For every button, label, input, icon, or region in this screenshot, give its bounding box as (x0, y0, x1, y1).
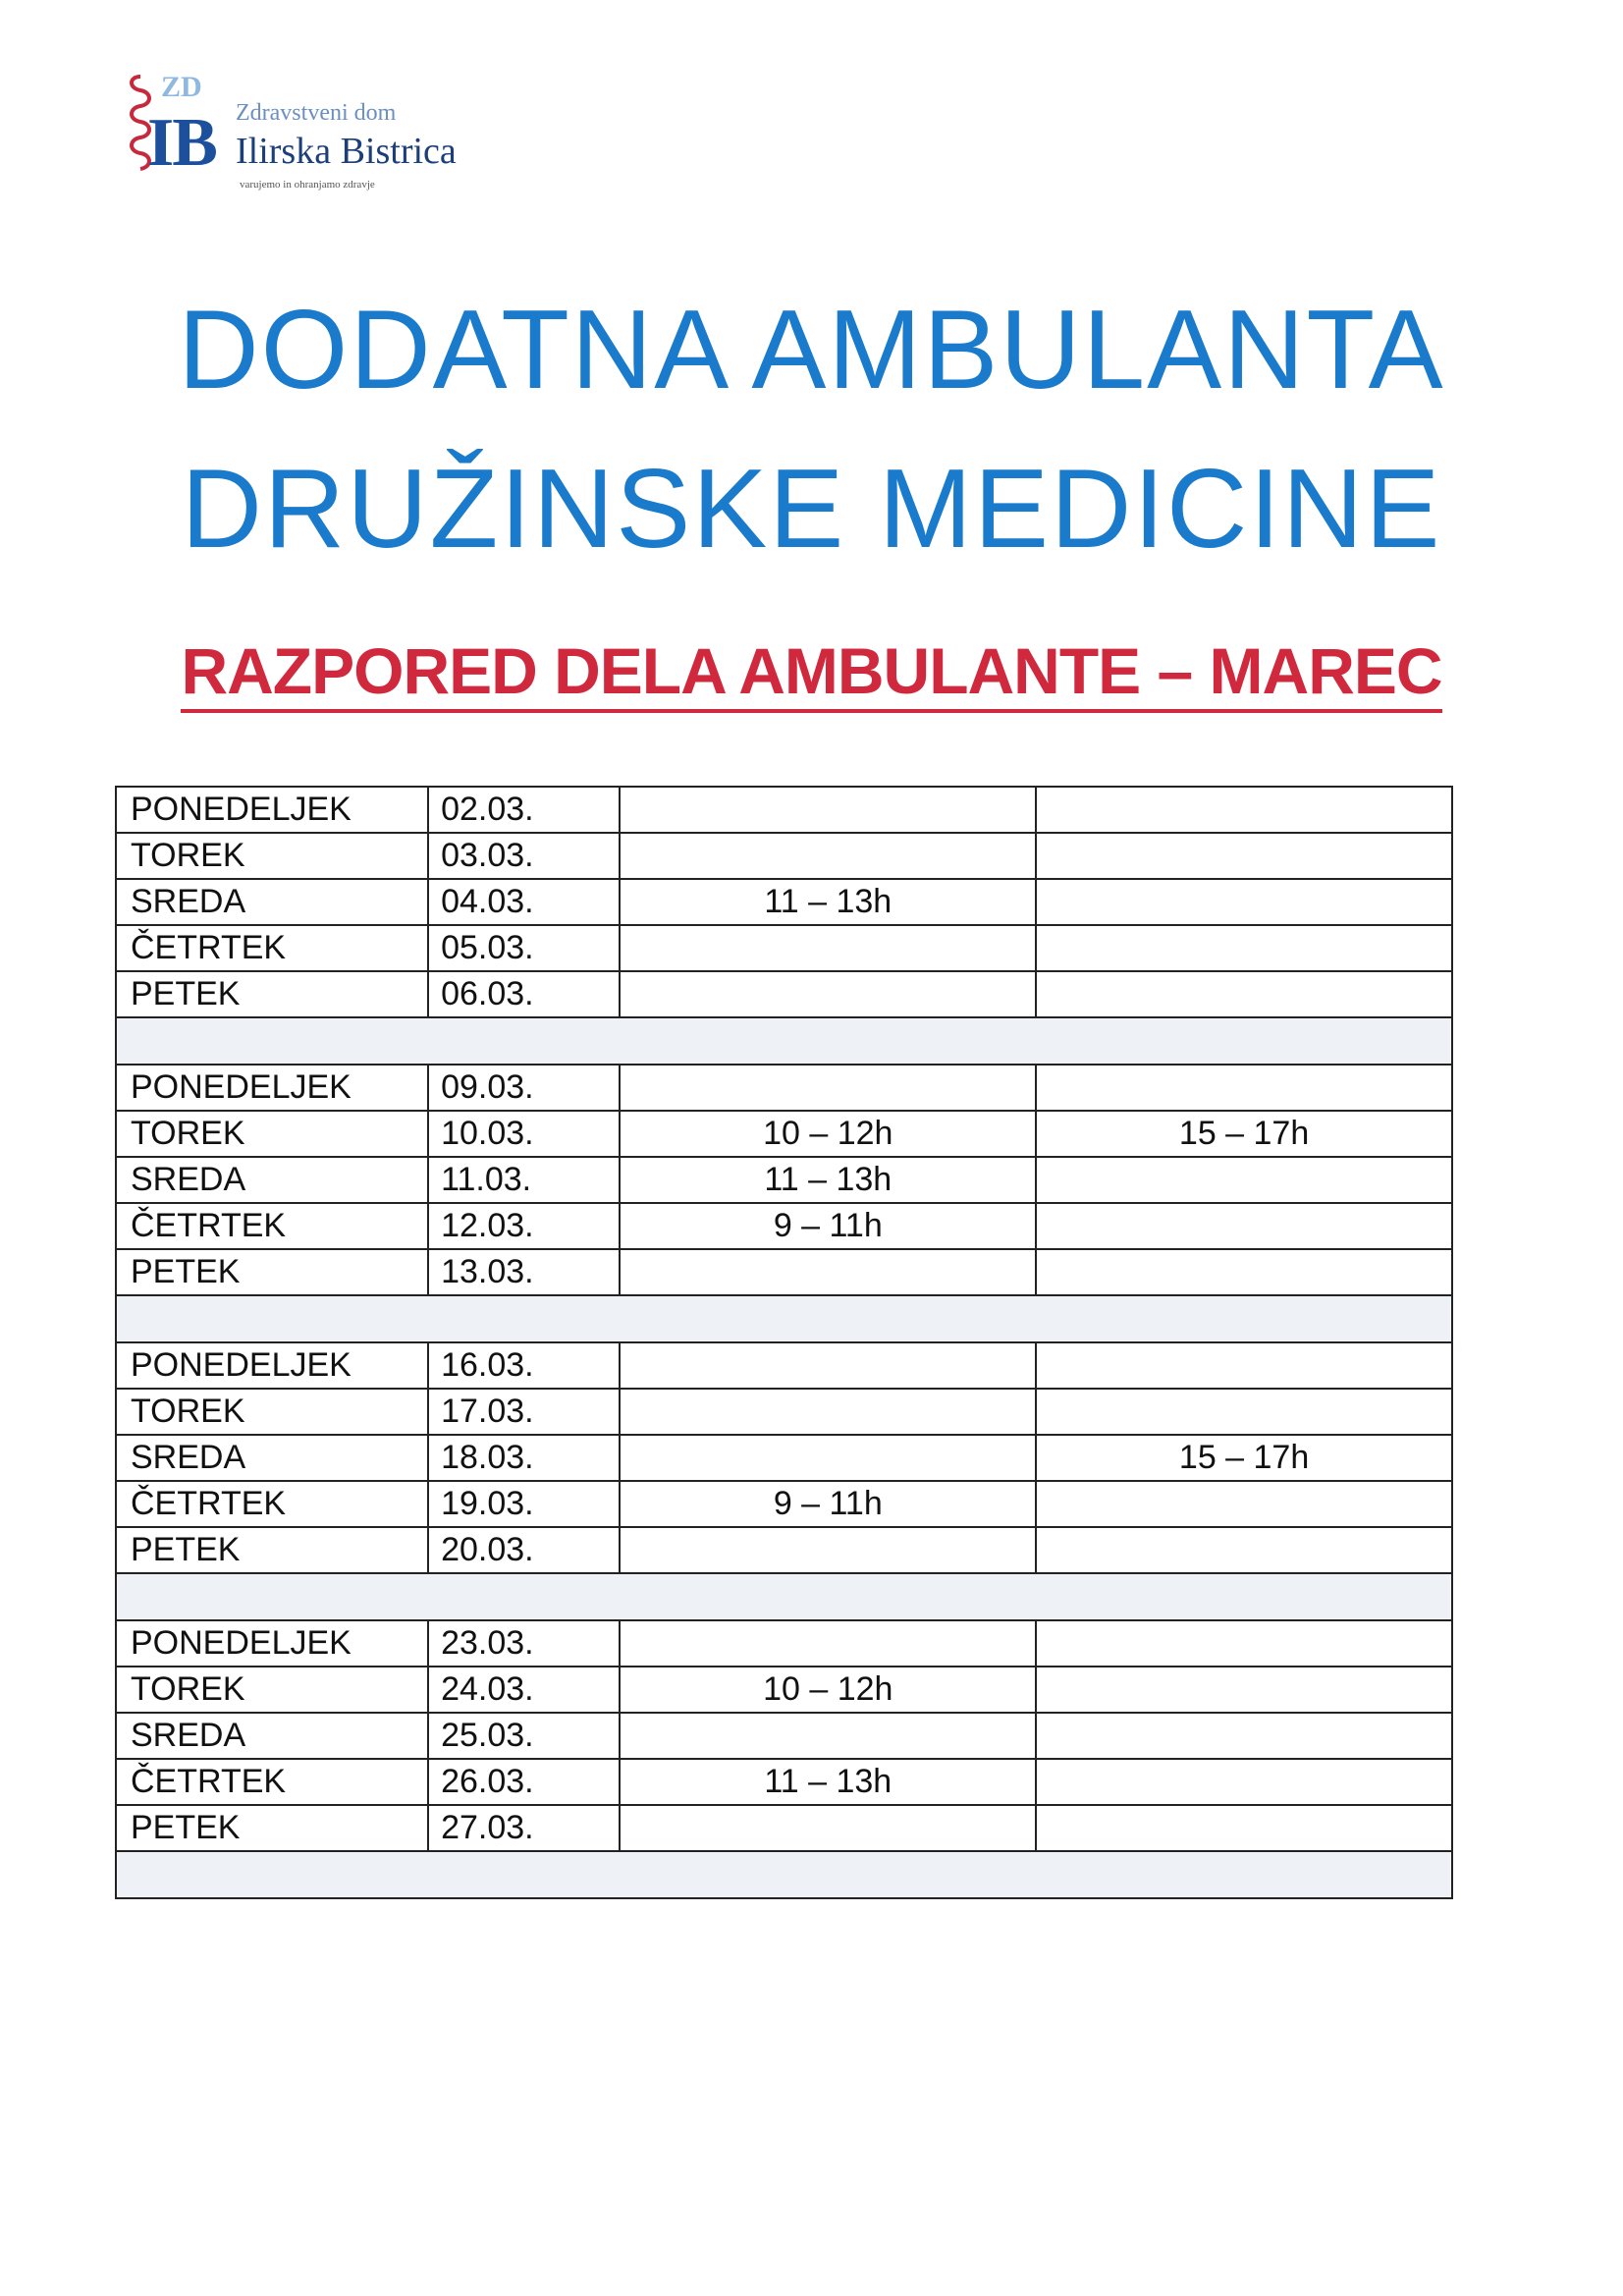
day-cell: PETEK (116, 1249, 428, 1295)
day-cell: ČETRTEK (116, 925, 428, 971)
logo-zd: ZD (161, 71, 202, 103)
table-row (116, 1249, 1452, 1295)
logo-ib: IB (147, 105, 216, 181)
week-separator (116, 1573, 1452, 1620)
day-cell: SREDA (116, 1435, 428, 1481)
time-slot-1 (620, 925, 1036, 971)
time-slot-2 (1036, 1481, 1452, 1527)
time-slot-2 (1036, 1249, 1452, 1295)
logo-line2: Ilirska Bistrica (236, 131, 457, 172)
day-cell: PETEK (116, 1805, 428, 1851)
date-cell: 11.03. (428, 1157, 620, 1203)
day-cell: ČETRTEK (116, 1203, 428, 1249)
time-slot-2: 15 – 17h (1036, 1111, 1452, 1157)
time-slot-1 (620, 1065, 1036, 1111)
time-slot-1: 11 – 13h (620, 1759, 1036, 1805)
day-cell: PONEDELJEK (116, 1620, 428, 1667)
week-separator (116, 1851, 1452, 1898)
time-slot-1 (620, 833, 1036, 879)
table-row (116, 1435, 1452, 1481)
time-slot-1: 10 – 12h (620, 1111, 1036, 1157)
time-slot-2 (1036, 787, 1452, 833)
day-cell: TOREK (116, 1389, 428, 1435)
day-cell: ČETRTEK (116, 1759, 428, 1805)
day-cell: PONEDELJEK (116, 787, 428, 833)
date-cell: 25.03. (428, 1713, 620, 1759)
time-slot-1 (620, 1435, 1036, 1481)
time-slot-2 (1036, 1203, 1452, 1249)
date-cell: 02.03. (428, 787, 620, 833)
time-slot-1 (620, 1713, 1036, 1759)
day-cell: SREDA (116, 1713, 428, 1759)
time-slot-2 (1036, 1527, 1452, 1573)
day-cell: TOREK (116, 833, 428, 879)
week-separator (116, 1017, 1452, 1065)
table-row (116, 925, 1452, 971)
week-separator (116, 1295, 1452, 1342)
time-slot-1 (620, 1527, 1036, 1573)
separator-cell (116, 1295, 1452, 1342)
page-title-line1: DODATNA AMBULANTA (178, 288, 1445, 412)
time-slot-2 (1036, 879, 1452, 925)
time-slot-1 (620, 1342, 1036, 1389)
logo-tagline: varujemo in ohranjamo zdravje (240, 179, 375, 191)
day-cell: TOREK (116, 1667, 428, 1713)
logo (126, 71, 518, 198)
time-slot-2 (1036, 1065, 1452, 1111)
time-slot-2 (1036, 925, 1452, 971)
date-cell: 17.03. (428, 1389, 620, 1435)
day-cell: TOREK (116, 1111, 428, 1157)
table-row (116, 1759, 1452, 1805)
time-slot-1: 10 – 12h (620, 1667, 1036, 1713)
subtitle-text: RAZPORED DELA AMBULANTE – MAREC (181, 634, 1441, 713)
time-slot-1: 11 – 13h (620, 879, 1036, 925)
date-cell: 26.03. (428, 1759, 620, 1805)
separator-cell (116, 1851, 1452, 1898)
separator-cell (116, 1017, 1452, 1065)
table-row (116, 1805, 1452, 1851)
table-row (116, 1713, 1452, 1759)
date-cell: 03.03. (428, 833, 620, 879)
table-row (116, 1620, 1452, 1667)
table-row (116, 833, 1452, 879)
schedule-table (115, 786, 1453, 1899)
table-row (116, 1065, 1452, 1111)
page-title-line2: DRUŽINSKE MEDICINE (181, 447, 1442, 572)
time-slot-1 (620, 1805, 1036, 1851)
table-row (116, 1667, 1452, 1713)
time-slot-1 (620, 1389, 1036, 1435)
date-cell: 10.03. (428, 1111, 620, 1157)
date-cell: 23.03. (428, 1620, 620, 1667)
table-row (116, 1481, 1452, 1527)
table-row (116, 1527, 1452, 1573)
time-slot-1 (620, 1620, 1036, 1667)
table-row (116, 971, 1452, 1017)
date-cell: 06.03. (428, 971, 620, 1017)
day-cell: PETEK (116, 971, 428, 1017)
time-slot-1 (620, 971, 1036, 1017)
table-row (116, 1203, 1452, 1249)
table-row (116, 1157, 1452, 1203)
table-row (116, 879, 1452, 925)
day-cell: ČETRTEK (116, 1481, 428, 1527)
time-slot-2 (1036, 1667, 1452, 1713)
date-cell: 12.03. (428, 1203, 620, 1249)
logo-line1: Zdravstveni dom (236, 100, 397, 126)
time-slot-2 (1036, 1713, 1452, 1759)
time-slot-2 (1036, 833, 1452, 879)
day-cell: PONEDELJEK (116, 1065, 428, 1111)
time-slot-1: 9 – 11h (620, 1203, 1036, 1249)
date-cell: 27.03. (428, 1805, 620, 1851)
table-row (116, 787, 1452, 833)
time-slot-1: 9 – 11h (620, 1481, 1036, 1527)
date-cell: 19.03. (428, 1481, 620, 1527)
day-cell: SREDA (116, 1157, 428, 1203)
time-slot-1 (620, 1249, 1036, 1295)
date-cell: 16.03. (428, 1342, 620, 1389)
date-cell: 05.03. (428, 925, 620, 971)
table-row (116, 1342, 1452, 1389)
table-row (116, 1111, 1452, 1157)
time-slot-2 (1036, 1805, 1452, 1851)
day-cell: SREDA (116, 879, 428, 925)
time-slot-2 (1036, 971, 1452, 1017)
time-slot-2 (1036, 1759, 1452, 1805)
day-cell: PONEDELJEK (116, 1342, 428, 1389)
subtitle (0, 633, 1623, 708)
date-cell: 13.03. (428, 1249, 620, 1295)
date-cell: 18.03. (428, 1435, 620, 1481)
time-slot-2 (1036, 1342, 1452, 1389)
table-row (116, 1389, 1452, 1435)
date-cell: 20.03. (428, 1527, 620, 1573)
day-cell: PETEK (116, 1527, 428, 1573)
time-slot-2: 15 – 17h (1036, 1435, 1452, 1481)
time-slot-2 (1036, 1389, 1452, 1435)
time-slot-1 (620, 787, 1036, 833)
time-slot-2 (1036, 1620, 1452, 1667)
date-cell: 24.03. (428, 1667, 620, 1713)
time-slot-2 (1036, 1157, 1452, 1203)
date-cell: 04.03. (428, 879, 620, 925)
date-cell: 09.03. (428, 1065, 620, 1111)
time-slot-1: 11 – 13h (620, 1157, 1036, 1203)
separator-cell (116, 1573, 1452, 1620)
